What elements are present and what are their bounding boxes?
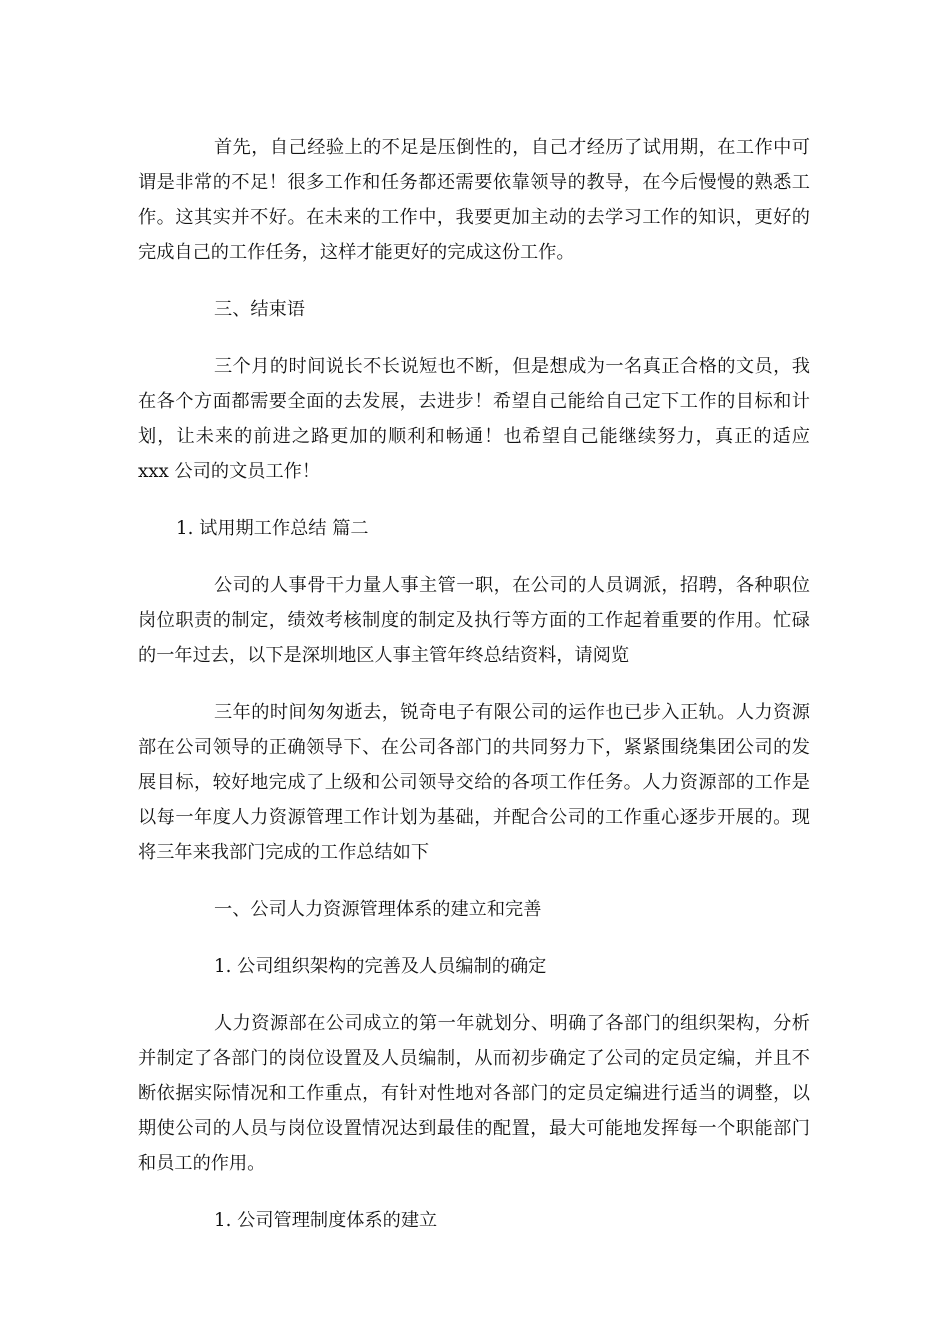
heading-part-two: 1. 试用期工作总结 篇二	[176, 518, 369, 539]
document-body	[138, 130, 810, 1260]
heading-org-structure: 1. 公司组织架构的完善及人员编制的确定	[214, 956, 547, 977]
paragraph-org-structure: 人力资源部在公司成立的第一年就划分、明确了各部门的组织架构，分析并制定了各部门的岗位设置及人员编制，从而初步确定了公司的定员定编，并且不断依据实际情况和工作重点，有针对性地对各部门的定员定编进行适当的调整，以期使公司的人员与岗位设置情况达到最佳的配置，最大可能地发挥每一个职能部门和员工的作用。	[138, 1013, 810, 1174]
heading-hr-system: 一、公司人力资源管理体系的建立和完善	[214, 899, 542, 920]
paragraph-three-months: 三个月的时间说长不长说短也不断，但是想成为一名真正合格的文员，我在各个方面都需要全面的去发展，去进步！希望自己能给自己定下工作的目标和计划，让未来的前进之路更加的顺利和畅通！也希望自己能继续努力，真正的适应 xxx 公司的文员工作！	[138, 356, 810, 482]
heading-management-system: 1. 公司管理制度体系的建立	[214, 1210, 438, 1231]
paragraph-shortcomings: 首先，自己经验上的不足是压倒性的，自己才经历了试用期，在工作中可谓是非常的不足！很多工作和任务都还需要依靠领导的教导，在今后慢慢的熟悉工作。这其实并不好。在未来的工作中，我要更加主动的去学习工作的知识，更好的完成自己的工作任务，这样才能更好的完成这份工作。	[138, 137, 810, 263]
paragraph-hr-role: 公司的人事骨干力量人事主管一职，在公司的人员调派，招聘，各种职位岗位职责的制定，绩效考核制度的制定及执行等方面的工作起着重要的作用。忙碌的一年过去，以下是深圳地区人事主管年终总结资料，请阅览	[138, 575, 810, 666]
heading-conclusion: 三、结束语	[214, 299, 305, 320]
paragraph-three-years: 三年的时间匆匆逝去，锐奇电子有限公司的运作也已步入正轨。人力资源部在公司领导的正确领导下、在公司各部门的共同努力下，紧紧围绕集团公司的发展目标，较好地完成了上级和公司领导交给的各项工作任务。人力资源部的工作是以每一年度人力资源管理工作计划为基础，并配合公司的工作重心逐步开展的。现将三年来我部门完成的工作总结如下	[138, 702, 810, 863]
